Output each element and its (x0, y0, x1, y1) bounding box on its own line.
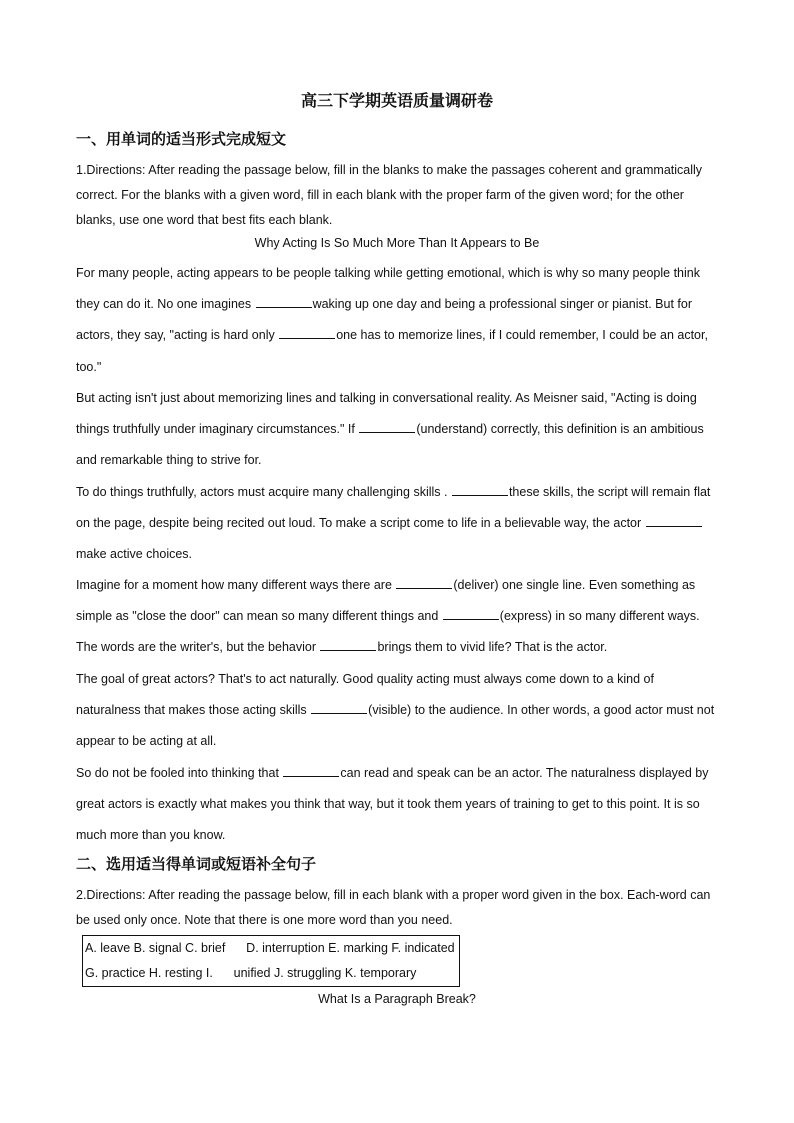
blank[interactable] (359, 421, 415, 433)
word-box-row: G. practice H. resting I. unified J. struggling K. temporary (85, 966, 417, 980)
section-2-heading: 二、选用适当得单词或短语补全句子 (76, 855, 317, 873)
section-1-directions: 1.Directions: After reading the passage below, fill in the blanks to make the passages coherent and grammatically correct. For the blanks with a given word, fill in each blank with the proper farm of the given word; for the other blanks, use one word that best fits each blank. (76, 163, 703, 227)
blank[interactable] (311, 702, 367, 714)
section-1-heading: 一、用单词的适当形式完成短文 (76, 130, 287, 148)
paragraph-4: Imagine for a moment how many different ways there are (deliver) one single line. Even something as simple as "close the door" can mean so many different things and (express) in so many different ways. The words are the writer's, but the behavior brings them to vivid life? That is the actor. (76, 578, 700, 655)
blank[interactable] (256, 296, 312, 308)
word-box-row: A. leave B. signal C. brief D. interruption E. marking F. indicated (85, 941, 455, 955)
passage-1-title: Why Acting Is So Much More Than It Appears to Be (254, 236, 540, 250)
passage-2-title: What Is a Paragraph Break? (318, 992, 476, 1006)
blank[interactable] (279, 327, 335, 339)
section-2-directions: 2.Directions: After reading the passage below, fill in each blank with a proper word given in the box. Each-word can be used only once. Note that there is one more word than you need. (76, 888, 711, 927)
paragraph-6: So do not be fooled into thinking that can read and speak can be an actor. The naturalness displayed by great actors is exactly what makes you think that way, but it took them years of training to get to this point. It is so much more than you know. (76, 766, 709, 843)
paragraph-3: To do things truthfully, actors must acquire many challenging skills . these skills, the script will remain flat on the page, despite being recited out loud. To make a script come to life in a believable way, the actor make active choices. (76, 485, 711, 562)
page-title: 高三下学期英语质量调研卷 (300, 91, 493, 110)
blank[interactable] (320, 639, 376, 651)
blank[interactable] (443, 608, 499, 620)
blank[interactable] (396, 577, 452, 589)
blank[interactable] (283, 765, 339, 777)
paragraph-5: The goal of great actors? That's to act naturally. Good quality acting must always come down to a kind of naturalness that makes those acting skills (visible) to the audience. In other words, a good actor must not appear to be acting at all. (76, 672, 715, 749)
blank[interactable] (452, 484, 508, 496)
paragraph-1: For many people, acting appears to be people talking while getting emotional, which is why so many people think they can do it. No one imagines waking up one day and being a professional singer or pianist. But for actors, they say, "acting is hard only one has to memorize lines, if I could remember, I could be an actor, too." (76, 266, 708, 374)
word-box (82, 935, 460, 987)
paragraph-2: But acting isn't just about memorizing lines and talking in conversational reality. As Meisner said, "Acting is doing things truthfully under imaginary circumstances." If (understand) correctly, this definition is an ambitious and remarkable thing to strive for. (76, 391, 704, 468)
blank[interactable] (646, 515, 702, 527)
